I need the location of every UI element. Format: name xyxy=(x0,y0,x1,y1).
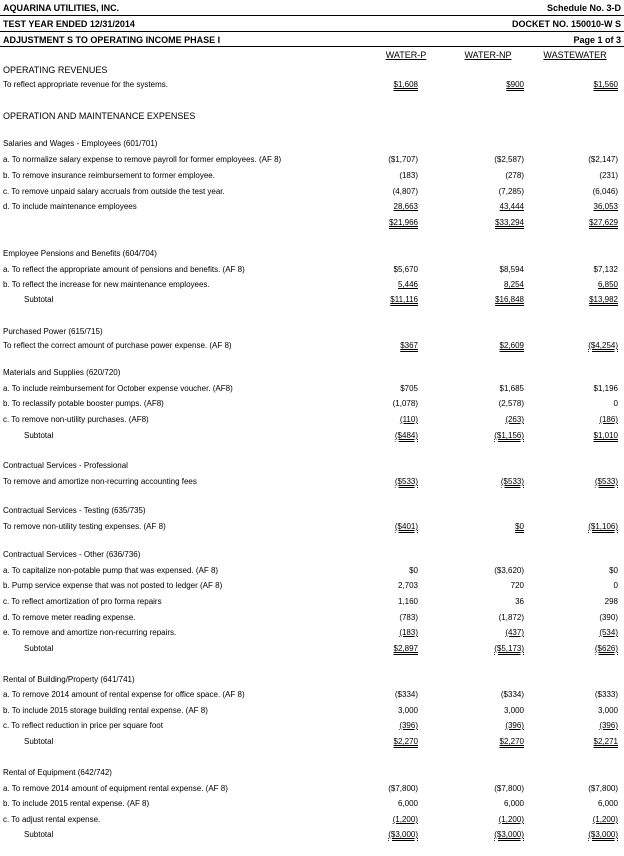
value-water-np: ($5,173) xyxy=(494,644,524,653)
value-wastewater: $7,132 xyxy=(593,265,618,274)
value-water-np: (1,872) xyxy=(498,613,524,622)
row-label: To remove non-utility testing expenses. (AF 8) xyxy=(3,522,166,531)
row-label: c. To remove unpaid salary accruals from outside the test year. xyxy=(3,187,225,196)
table-row xyxy=(0,367,624,379)
table-row xyxy=(0,627,624,639)
row-label: Subtotal xyxy=(24,295,54,304)
value-wastewater: $13,982 xyxy=(589,295,618,304)
value-water-np: ($2,587) xyxy=(494,155,524,164)
value-wastewater: ($1,106) xyxy=(588,522,618,531)
table-row xyxy=(0,505,624,517)
value-water-np: 3,000 xyxy=(503,706,524,715)
table-row xyxy=(0,705,624,717)
row-label: b. To include 2015 rental expense. (AF 8) xyxy=(3,799,150,808)
value-water-p: $1,608 xyxy=(393,80,418,89)
table-row xyxy=(0,674,624,686)
value-wastewater: ($4,254) xyxy=(588,341,618,350)
company-name: AQUARINA UTILITIES, INC. xyxy=(3,3,120,13)
value-wastewater: (390) xyxy=(599,613,618,622)
value-water-p: $705 xyxy=(400,384,418,393)
value-water-p: ($533) xyxy=(394,477,418,486)
value-water-np: $2,270 xyxy=(499,737,524,746)
value-water-np: 720 xyxy=(510,581,524,590)
row-label: To reflect appropriate revenue for the systems. xyxy=(3,80,168,89)
value-water-p: 5,446 xyxy=(397,280,418,289)
value-wastewater: (231) xyxy=(599,171,618,180)
header-divider xyxy=(0,31,624,32)
value-water-np: ($334) xyxy=(500,690,524,699)
column-header-water-p: WATER-P xyxy=(385,50,427,60)
row-label: To reflect the correct amount of purchase power expense. (AF 8) xyxy=(3,341,232,350)
value-water-p: (4,807) xyxy=(392,187,418,196)
row-label: Materials and Supplies (620/720) xyxy=(3,368,121,377)
value-wastewater: 0 xyxy=(613,399,618,408)
value-water-p: ($401) xyxy=(394,522,418,531)
value-water-np: (278) xyxy=(505,171,524,180)
value-wastewater: ($533) xyxy=(594,477,618,486)
value-water-p: $367 xyxy=(400,341,418,350)
value-water-np: (263) xyxy=(505,415,524,424)
table-row xyxy=(0,398,624,410)
value-water-p: $21,966 xyxy=(389,218,418,227)
document-title: ADJUSTMENT S TO OPERATING INCOME PHASE I xyxy=(3,35,221,45)
value-wastewater: 36,053 xyxy=(593,202,618,211)
value-water-np: $2,609 xyxy=(499,341,524,350)
table-row xyxy=(0,430,624,442)
value-water-p: (396) xyxy=(399,721,418,730)
row-label: Rental of Equipment (642/742) xyxy=(3,768,112,777)
table-row xyxy=(0,643,624,655)
row-label: b. Pump service expense that was not posted to ledger (AF 8) xyxy=(3,581,223,590)
value-water-np: $33,294 xyxy=(495,218,524,227)
table-row xyxy=(0,521,624,533)
row-label: c. To adjust rental expense. xyxy=(3,815,101,824)
row-label: c. To remove non-utility purchases. (AF8) xyxy=(3,415,149,424)
table-row xyxy=(0,294,624,306)
value-water-p: (183) xyxy=(399,628,418,637)
row-label: a. To remove 2014 amount of rental expense for office space. (AF 8) xyxy=(3,690,245,699)
value-water-p: 2,703 xyxy=(397,581,418,590)
table-row xyxy=(0,580,624,592)
value-water-p: 1,160 xyxy=(397,597,418,606)
value-water-np: $0 xyxy=(515,522,524,531)
value-wastewater: 0 xyxy=(613,581,618,590)
value-wastewater: (1,200) xyxy=(592,815,618,824)
value-wastewater: $2,271 xyxy=(593,737,618,746)
row-label: Subtotal xyxy=(24,737,54,746)
page-number: Page 1 of 3 xyxy=(573,35,621,45)
value-wastewater: $1,560 xyxy=(593,80,618,89)
table-row xyxy=(0,767,624,779)
table-row xyxy=(0,201,624,213)
value-water-np: $1,685 xyxy=(499,384,524,393)
table-row xyxy=(0,110,624,122)
value-wastewater: $1,010 xyxy=(593,431,618,440)
table-row xyxy=(0,138,624,150)
table-row xyxy=(0,612,624,624)
row-label: a. To reflect the appropriate amount of pensions and benefits. (AF 8) xyxy=(3,265,245,274)
value-water-p: $11,116 xyxy=(390,295,418,304)
table-row xyxy=(0,186,624,198)
row-label: Subtotal xyxy=(24,830,54,839)
value-wastewater: (186) xyxy=(599,415,618,424)
header-divider xyxy=(0,46,624,47)
column-header-wastewater: WASTEWATER xyxy=(543,50,607,60)
value-water-p: (110) xyxy=(399,415,418,424)
table-row xyxy=(0,79,624,91)
value-water-np: (396) xyxy=(505,721,524,730)
value-water-np: ($3,620) xyxy=(494,566,524,575)
value-water-p: ($1,707) xyxy=(388,155,418,164)
value-water-np: 6,000 xyxy=(503,799,524,808)
table-row xyxy=(0,549,624,561)
test-year: TEST YEAR ENDED 12/31/2014 xyxy=(3,19,135,29)
value-water-np: 8,254 xyxy=(503,280,524,289)
row-label: Purchased Power (615/715) xyxy=(3,327,103,336)
value-wastewater: ($333) xyxy=(594,690,618,699)
value-water-np: $16,848 xyxy=(495,295,524,304)
table-row xyxy=(0,264,624,276)
table-row xyxy=(0,720,624,732)
table-row xyxy=(0,829,624,841)
value-water-p: $2,270 xyxy=(393,737,418,746)
table-row xyxy=(0,783,624,795)
value-water-np: (437) xyxy=(505,628,524,637)
value-wastewater: ($2,147) xyxy=(588,155,618,164)
table-row xyxy=(0,383,624,395)
value-wastewater: (6,046) xyxy=(592,187,618,196)
value-water-np: 36 xyxy=(515,597,524,606)
row-label: To remove and amortize non-recurring accounting fees xyxy=(3,477,197,486)
value-water-p: ($334) xyxy=(394,690,418,699)
row-label: b. To include 2015 storage building rental expense. (AF 8) xyxy=(3,706,208,715)
row-label: b. To reflect the increase for new maintenance employees. xyxy=(3,280,210,289)
table-row xyxy=(0,248,624,260)
value-water-np: ($7,800) xyxy=(494,784,524,793)
table-row xyxy=(0,736,624,748)
table-row xyxy=(0,64,624,76)
row-label: c. To reflect amortization of pro forma repairs xyxy=(3,597,162,606)
value-wastewater: 298 xyxy=(604,597,618,606)
value-water-p: 6,000 xyxy=(397,799,418,808)
docket-number: DOCKET NO. 150010-W S xyxy=(511,19,621,29)
table-row xyxy=(0,689,624,701)
row-label: d. To include maintenance employees xyxy=(3,202,137,211)
value-water-np: (7,285) xyxy=(498,187,524,196)
value-wastewater: ($7,800) xyxy=(588,784,618,793)
row-label: a. To include reimbursement for October expense voucher. (AF8) xyxy=(3,384,233,393)
table-row xyxy=(0,798,624,810)
value-water-p: ($484) xyxy=(394,431,418,440)
row-label: a. To capitalize non-potable pump that was expensed. (AF 8) xyxy=(3,566,219,575)
value-water-p: (183) xyxy=(399,171,418,180)
value-wastewater: (534) xyxy=(599,628,618,637)
value-water-np: $8,594 xyxy=(499,265,524,274)
value-water-p: $5,670 xyxy=(393,265,418,274)
table-row xyxy=(0,414,624,426)
row-label: Rental of Building/Property (641/741) xyxy=(3,675,135,684)
table-row xyxy=(0,217,624,229)
value-wastewater: (396) xyxy=(599,721,618,730)
row-label: Subtotal xyxy=(24,431,54,440)
schedule-number: Schedule No. 3-D xyxy=(546,3,621,13)
table-row xyxy=(0,340,624,352)
value-water-np: 43,444 xyxy=(499,202,524,211)
value-wastewater: $27,629 xyxy=(589,218,618,227)
row-label: Salaries and Wages - Employees (601/701) xyxy=(3,139,158,148)
value-water-np: ($3,000) xyxy=(494,830,524,839)
row-label: a. To remove 2014 amount of equipment rental expense. (AF 8) xyxy=(3,784,228,793)
row-label: e. To remove and amortize non-recurring repairs. xyxy=(3,628,177,637)
table-row xyxy=(0,170,624,182)
value-water-p: ($3,000) xyxy=(388,830,418,839)
row-label: b. To reclassify potable booster pumps. (AF8) xyxy=(3,399,164,408)
value-water-np: ($1,156) xyxy=(494,431,524,440)
value-water-p: (1,078) xyxy=(392,399,418,408)
table-row xyxy=(0,596,624,608)
header-divider xyxy=(0,15,624,16)
row-label: Subtotal xyxy=(24,644,54,653)
row-label: a. To normalize salary expense to remove payroll for former employees. (AF 8) xyxy=(3,155,282,164)
value-wastewater: ($3,000) xyxy=(588,830,618,839)
row-label: b. To remove insurance reimbursement to former employee. xyxy=(3,171,215,180)
value-water-p: ($7,800) xyxy=(388,784,418,793)
row-label: Employee Pensions and Benefits (604/704) xyxy=(3,249,157,258)
value-wastewater: $0 xyxy=(609,566,618,575)
table-row xyxy=(0,326,624,338)
value-water-np: (2,578) xyxy=(498,399,524,408)
value-water-p: (1,200) xyxy=(392,815,418,824)
value-water-p: 28,663 xyxy=(393,202,418,211)
row-label: Contractual Services - Professional xyxy=(3,461,128,470)
row-label: OPERATING REVENUES xyxy=(3,65,108,75)
value-wastewater: ($626) xyxy=(594,644,618,653)
table-row xyxy=(0,460,624,472)
row-label: Contractual Services - Testing (635/735) xyxy=(3,506,146,515)
row-label: Contractual Services - Other (636/736) xyxy=(3,550,141,559)
table-row xyxy=(0,279,624,291)
row-label: OPERATION AND MAINTENANCE EXPENSES xyxy=(3,111,196,121)
value-wastewater: $1,196 xyxy=(593,384,618,393)
value-water-p: 3,000 xyxy=(397,706,418,715)
table-row xyxy=(0,154,624,166)
table-row xyxy=(0,814,624,826)
row-label: d. To remove meter reading expense. xyxy=(3,613,136,622)
table-row xyxy=(0,476,624,488)
value-water-np: $900 xyxy=(506,80,524,89)
value-water-np: (1,200) xyxy=(498,815,524,824)
value-water-p: (783) xyxy=(399,613,418,622)
value-wastewater: 6,000 xyxy=(597,799,618,808)
value-water-p: $2,897 xyxy=(393,644,418,653)
column-header-water-np: WATER-NP xyxy=(464,50,512,60)
table-row xyxy=(0,565,624,577)
value-wastewater: 3,000 xyxy=(597,706,618,715)
row-label: c. To reflect reduction in price per square foot xyxy=(3,721,163,730)
value-water-p: $0 xyxy=(409,566,418,575)
value-wastewater: 6,850 xyxy=(597,280,618,289)
value-water-np: ($533) xyxy=(500,477,524,486)
